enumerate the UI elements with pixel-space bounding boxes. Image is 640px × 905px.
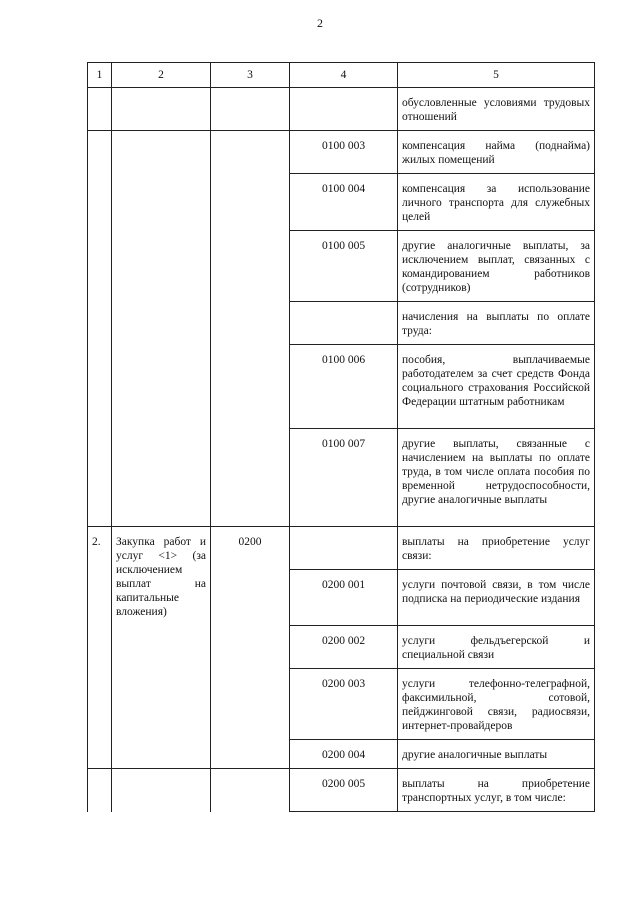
cell-number [88, 88, 112, 131]
cell-name [112, 131, 211, 527]
cell-description: другие аналогичные выплаты, за исключением выплат, связанных с командированием работников (сотрудников) [398, 231, 595, 302]
page-number: 2 [317, 16, 323, 30]
cell-description: услуги почтовой связи, в том числе подписка на периодические издания [398, 570, 595, 626]
cell-description: услуги фельдъегерской и специальной связи [398, 626, 595, 669]
cell-description: компенсация за использование личного транспорта для служебных целей [398, 174, 595, 231]
cell-kbk: 0200 [211, 527, 290, 769]
cell-number: 2. [88, 527, 112, 769]
cell-code: 0200 002 [290, 626, 398, 669]
header-row [88, 63, 595, 88]
cell-number [88, 131, 112, 527]
cell-description: пособия, выплачиваемые работодателем за счет средств Фонда социального страхования Российской Федерации штатным работникам [398, 345, 595, 429]
table-row [88, 131, 595, 174]
header-col-3: 3 [211, 63, 290, 88]
cell-code [290, 527, 398, 570]
header-col-2: 2 [112, 63, 211, 88]
cell-name [112, 88, 211, 131]
header-col-1: 1 [88, 63, 112, 88]
cell-code: 0200 004 [290, 740, 398, 769]
cell-code: 0200 003 [290, 669, 398, 740]
cell-code: 0100 004 [290, 174, 398, 231]
cell-number [88, 769, 112, 812]
cell-code: 0100 006 [290, 345, 398, 429]
cell-kbk [211, 769, 290, 812]
cell-code: 0200 001 [290, 570, 398, 626]
cell-kbk [211, 88, 290, 131]
cell-code: 0100 005 [290, 231, 398, 302]
table-row [88, 527, 595, 570]
cell-name: Закупка работ и услуг <1> (за исключением выплат на капитальные вложения) [112, 527, 211, 769]
cell-description: другие аналогичные выплаты [398, 740, 595, 769]
cell-description: обусловленные условиями трудовых отношений [398, 88, 595, 131]
cell-description: выплаты на приобретение транспортных услуг, в том числе: [398, 769, 595, 812]
cell-code: 0100 007 [290, 429, 398, 527]
cell-code [290, 302, 398, 345]
table-row [88, 769, 595, 812]
cell-name [112, 769, 211, 812]
cell-description: компенсация найма (поднайма) жилых помещений [398, 131, 595, 174]
cell-description: начисления на выплаты по оплате труда: [398, 302, 595, 345]
header-col-5: 5 [398, 63, 595, 88]
cell-description: выплаты на приобретение услуг связи: [398, 527, 595, 570]
cell-description: услуги телефонно-телеграфной, факсимильной, сотовой, пейджинговой связи, радиосвязи, интернет-провайдеров [398, 669, 595, 740]
cell-description: другие выплаты, связанные с начислением на выплаты по оплате труда, в том числе оплата пособия по временной нетрудоспособности, другие аналогичные выплаты [398, 429, 595, 527]
table-row [88, 88, 595, 131]
cell-kbk [211, 131, 290, 527]
document-table [87, 62, 595, 812]
cell-code: 0100 003 [290, 131, 398, 174]
header-col-4: 4 [290, 63, 398, 88]
cell-code: 0200 005 [290, 769, 398, 812]
cell-code [290, 88, 398, 131]
